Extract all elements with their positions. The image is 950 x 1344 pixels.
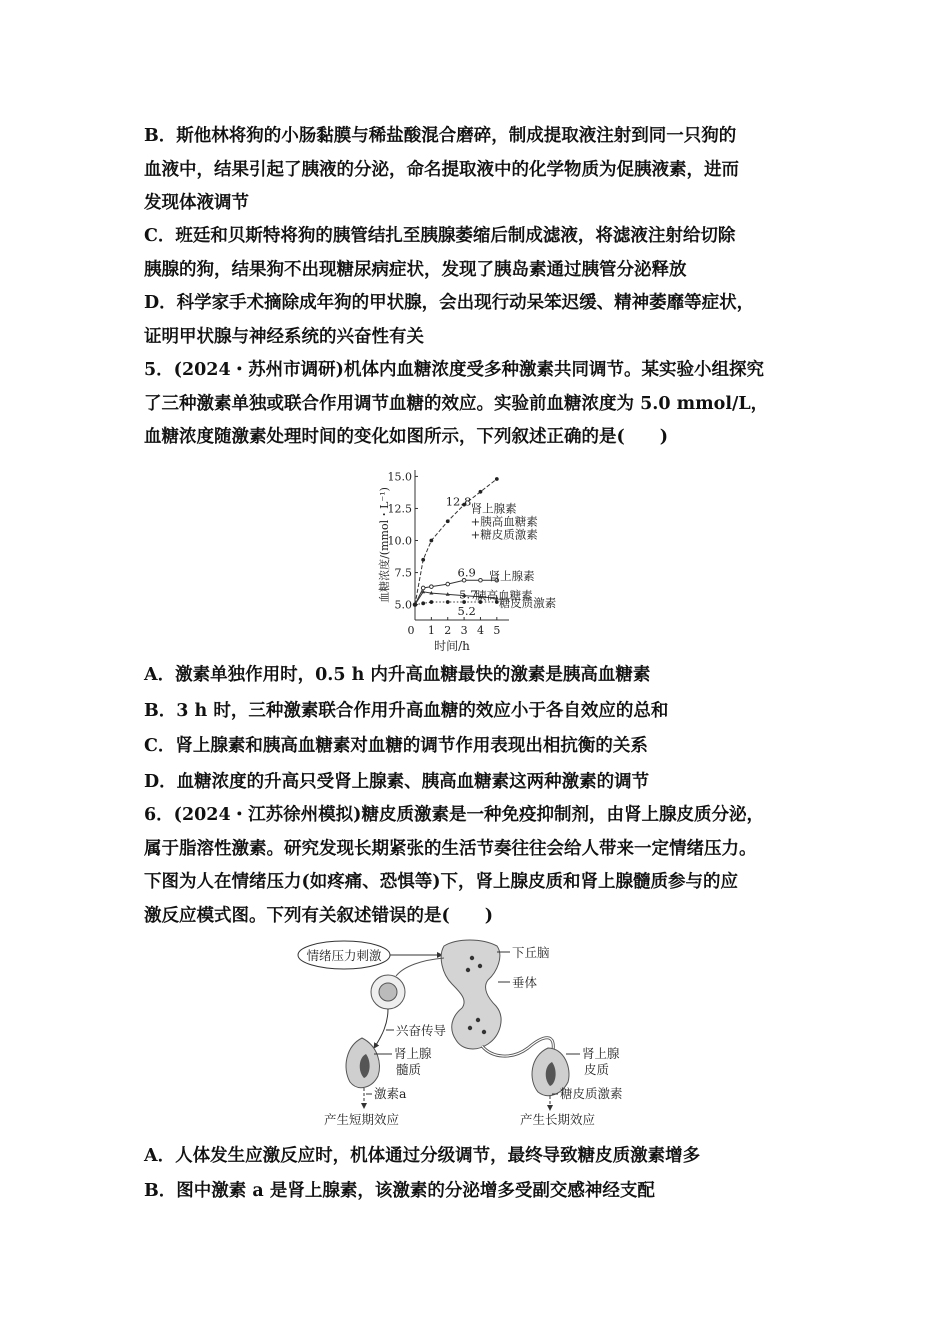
question-5-stem xyxy=(144,354,824,455)
y-tick-label: 15.0 xyxy=(387,470,412,484)
question-6-line: 属于脂溶性激素。研究发现长期紧张的生活节奏往往会给人带来一定情绪压力。 xyxy=(144,838,757,859)
cortex-label-1: 肾上腺 xyxy=(582,1046,620,1061)
legend-label: 肾上腺素 xyxy=(470,501,517,516)
question-5-line: 了三种激素单独或联合作用调节血糖的效应。实验前血糖浓度为 5.0 mmol/L， xyxy=(144,393,769,414)
option-4d-line: 证明甲状腺与神经系统的兴奋性有关 xyxy=(144,326,424,347)
question-6-options xyxy=(144,1139,824,1209)
y-tick-label: 10.0 xyxy=(387,534,412,548)
data-point xyxy=(479,490,483,494)
question-5-line: 血糖浓度随激素处理时间的变化如图所示，下列叙述正确的是( ) xyxy=(144,427,669,447)
option-4c xyxy=(144,220,824,287)
y-tick-label: 5.0 xyxy=(394,598,412,612)
option-4b xyxy=(144,120,824,221)
question-5-options xyxy=(144,658,824,800)
neuron-dot xyxy=(476,1018,480,1022)
data-point xyxy=(429,539,433,543)
data-point xyxy=(430,585,434,589)
neuron-dot xyxy=(470,956,474,960)
y-tick-label: 12.5 xyxy=(387,502,412,516)
diagram-svg xyxy=(292,936,662,1132)
x-axis-label: 时间/h xyxy=(434,639,470,653)
data-point xyxy=(446,519,450,523)
option-4c-line: C．班廷和贝斯特将狗的胰管结扎至胰腺萎缩后制成滤液，将滤液注射给切除 xyxy=(144,226,736,246)
x-tick-label: 3 xyxy=(460,624,468,637)
neuron-dot xyxy=(468,1026,472,1030)
pituitary-label: 垂体 xyxy=(512,975,538,990)
data-point xyxy=(421,558,425,562)
x-tick-label: 1 xyxy=(427,624,435,637)
annotation-label: 12.8 xyxy=(445,494,472,509)
data-point xyxy=(479,578,483,582)
question-5-option-a: A．激素单独作用时，0.5 h 内升高血糖最快的激素是胰高血糖素 xyxy=(144,665,651,685)
short-term-label: 产生短期效应 xyxy=(324,1112,400,1127)
data-point xyxy=(429,600,433,604)
question-6-stem xyxy=(144,799,824,933)
origin-label: 0 xyxy=(407,624,415,637)
question-6-line: 激反应模式图。下列有关叙述错误的是( ) xyxy=(144,905,494,926)
annotation-label: 5.7 xyxy=(459,587,478,602)
brain-to-cord-nerve xyxy=(396,958,444,976)
question-6-line: 下图为人在情绪压力(如疼痛、恐惧等)下，肾上腺皮质和肾上腺髓质参与的应 xyxy=(144,872,739,892)
legend-label: +胰高血糖素 xyxy=(470,514,538,529)
data-point xyxy=(421,601,425,605)
question-5-option-c: C．肾上腺素和胰高血糖素对血糖的调节作用表现出相抗衡的关系 xyxy=(144,736,648,756)
data-point xyxy=(421,586,425,590)
long-term-label: 产生长期效应 xyxy=(520,1112,596,1127)
blood-glucose-chart xyxy=(370,462,590,660)
question-5-option-b: B．3 h 时，三种激素联合作用升高血糖的效应小于各自效应的总和 xyxy=(144,700,669,721)
data-point xyxy=(446,600,450,604)
neuron-dot xyxy=(482,1030,486,1034)
legend-label: 糖皮质激素 xyxy=(498,596,557,611)
y-axis-label: 血糖浓度/(mmol・L⁻¹) xyxy=(378,487,391,603)
medulla-label-2: 髓质 xyxy=(396,1062,422,1077)
neuron-dot xyxy=(466,968,470,972)
legend-label: 胰高血糖素 xyxy=(475,588,533,603)
annotation-label: 6.9 xyxy=(457,565,476,580)
legend-label: +糖皮质激素 xyxy=(470,527,538,542)
option-4c-line: 胰腺的狗，结果狗不出现糖尿病症状，发现了胰岛素通过胰管分泌释放 xyxy=(144,259,687,280)
option-4b-line: B．斯他林将狗的小肠黏膜与稀盐酸混合磨碎，制成提取液注射到同一只狗的 xyxy=(144,126,737,146)
stimulus-label: 情绪压力刺激 xyxy=(306,948,382,963)
y-tick-label: 7.5 xyxy=(394,566,412,580)
excitation-nerve xyxy=(374,1009,388,1048)
x-tick-label: 2 xyxy=(444,624,452,637)
hormone-a-label: 激素a xyxy=(374,1086,407,1101)
data-point xyxy=(413,603,417,607)
option-4d xyxy=(144,287,824,354)
x-tick-label: 4 xyxy=(476,624,484,637)
stress-response-diagram xyxy=(292,936,662,1132)
question-5-line: 5．(2024・苏州市调研)机体内血糖浓度受多种激素共同调节。某实验小组探究 xyxy=(144,360,764,380)
question-5-option-d: D．血糖浓度的升高只受肾上腺素、胰高血糖素这两种激素的调节 xyxy=(144,771,650,792)
option-4b-line: 发现体液调节 xyxy=(144,193,249,213)
question-6-option-b: B．图中激素 a 是肾上腺素，该激素的分泌增多受副交感神经支配 xyxy=(144,1181,655,1201)
option-4d-line: D．科学家手术摘除成年狗的甲状腺，会出现行动呆笨迟缓、精神萎靡等症状， xyxy=(144,293,755,313)
annotation-label: 5.2 xyxy=(457,604,476,619)
legend-label: 肾上腺素 xyxy=(488,568,535,583)
medulla-label-1: 肾上腺 xyxy=(394,1046,432,1061)
excitation-label: 兴奋传导 xyxy=(396,1023,447,1038)
glucocorticoid-label: 糖皮质激素 xyxy=(560,1086,623,1101)
data-point xyxy=(446,582,450,586)
option-4b-line: 血液中，结果引起了胰液的分泌，命名提取液中的化学物质为促胰液素，进而 xyxy=(144,159,739,180)
cortex-label-2: 皮质 xyxy=(584,1062,610,1077)
x-tick-label: 5 xyxy=(493,624,501,637)
neuron-dot xyxy=(478,964,482,968)
chart-svg xyxy=(370,462,590,660)
data-point xyxy=(495,477,499,481)
question-6-option-a: A．人体发生应激反应时，机体通过分级调节，最终导致糖皮质激素增多 xyxy=(144,1146,701,1166)
hypothalamus-label: 下丘脑 xyxy=(512,945,550,960)
question-6-line: 6．(2024・江苏徐州模拟)糖皮质激素是一种免疫抑制剂，由肾上腺皮质分泌， xyxy=(144,805,764,825)
spinal-cord-inner xyxy=(379,983,397,1001)
